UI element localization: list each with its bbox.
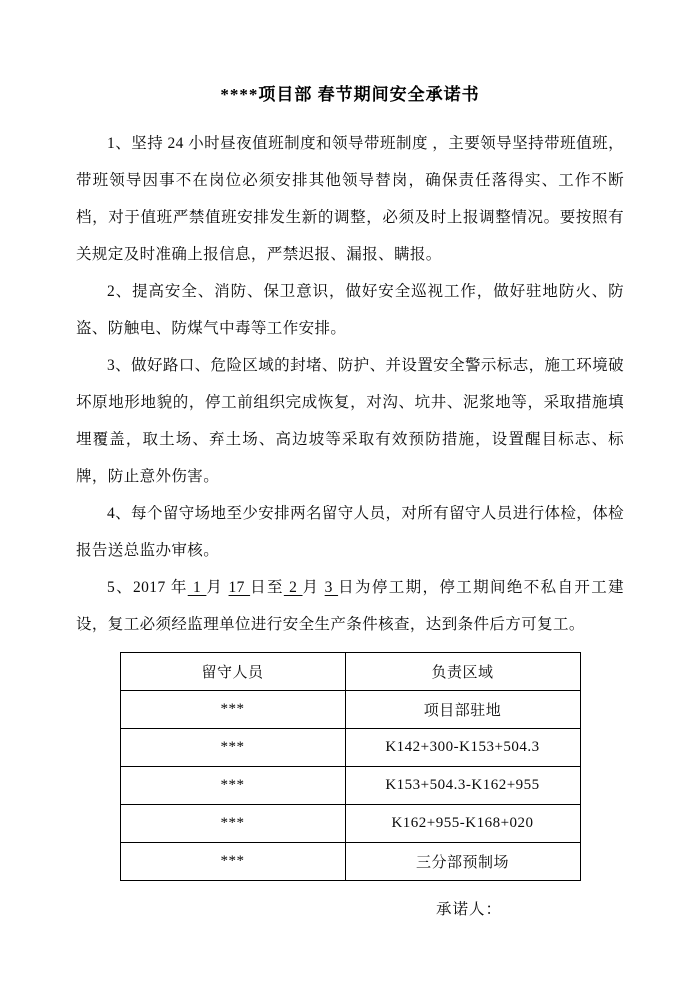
paragraph-text: 5、2017 年 [107, 579, 188, 596]
filled-blank: 2 [283, 579, 303, 596]
table-cell: *** [120, 691, 345, 729]
paragraph [76, 495, 624, 569]
paragraph-text: 日至 [250, 579, 284, 596]
table-cell: *** [120, 767, 345, 805]
paragraph [76, 273, 624, 347]
paragraph [76, 125, 624, 273]
duty-table [120, 652, 581, 881]
table-cell: K142+300-K153+504.3 [345, 729, 580, 767]
paragraph [76, 347, 624, 495]
signature-label: 承诺人： [436, 901, 503, 918]
paragraph-text: 月 [302, 579, 325, 596]
filled-blank: 17 [228, 579, 251, 596]
table-cell: *** [120, 729, 345, 767]
table-body [120, 691, 580, 881]
filled-blank: 3 [324, 579, 339, 596]
paragraph-text: 1、坚持 24 小时昼夜值班制度和领导带班制度 ，主要领导坚持带班值班，带班领导因事不在岗位必须安排其他领导替岗，确保责任落得实、工作不断档，对于值班严禁值班安排发生新的调整，必须及时上报调整情况。要按照有关规定及时准确上报信息，严禁迟报、漏报、瞒报。 [76, 135, 624, 263]
document-title: ****项目部 春节期间安全承诺书 [220, 85, 480, 104]
table-cell: 项目部驻地 [345, 691, 580, 729]
paragraph-text: 4、每个留守场地至少安排两名留守人员，对所有留守人员进行体检，体检报告送总监办审核。 [76, 505, 624, 559]
table-cell: K162+955-K168+020 [345, 805, 580, 843]
paragraph [76, 569, 624, 643]
table-row [120, 843, 580, 881]
table-cell: K153+504.3-K162+955 [345, 767, 580, 805]
table-cell: 三分部预制场 [345, 843, 580, 881]
table-row [120, 729, 580, 767]
paragraph-text: 月 [206, 579, 229, 596]
table-cell: *** [120, 805, 345, 843]
table-row [120, 767, 580, 805]
table-header-cell: 负责区域 [345, 653, 580, 691]
document-paragraphs [76, 125, 624, 643]
table-cell: *** [120, 843, 345, 881]
table-header-cell: 留守人员 [120, 653, 345, 691]
paragraph-text: 日为停工期，停工期间绝不私自开工建设，复工必须经监理单位进行安全生产条件核查，达到条件后方可复工。 [76, 579, 624, 633]
paragraph-text: 2、提高安全、消防、保卫意识，做好安全巡视工作，做好驻地防火、防盗、防触电、防煤气中毒等工作安排。 [76, 283, 624, 337]
table-row [120, 805, 580, 843]
paragraph-text: 3、做好路口、危险区域的封堵、防护、并设置安全警示标志，施工环境破坏原地形地貌的，停工前组织完成恢复，对沟、坑井、泥浆地等，采取措施填埋覆盖，取土场、弃土场、高边坡等采取有效预防措施，设置醒目标志、标牌，防止意外伤害。 [76, 357, 624, 485]
filled-blank: 1 [187, 579, 207, 596]
table-header-row [120, 653, 580, 691]
table-row [120, 691, 580, 729]
